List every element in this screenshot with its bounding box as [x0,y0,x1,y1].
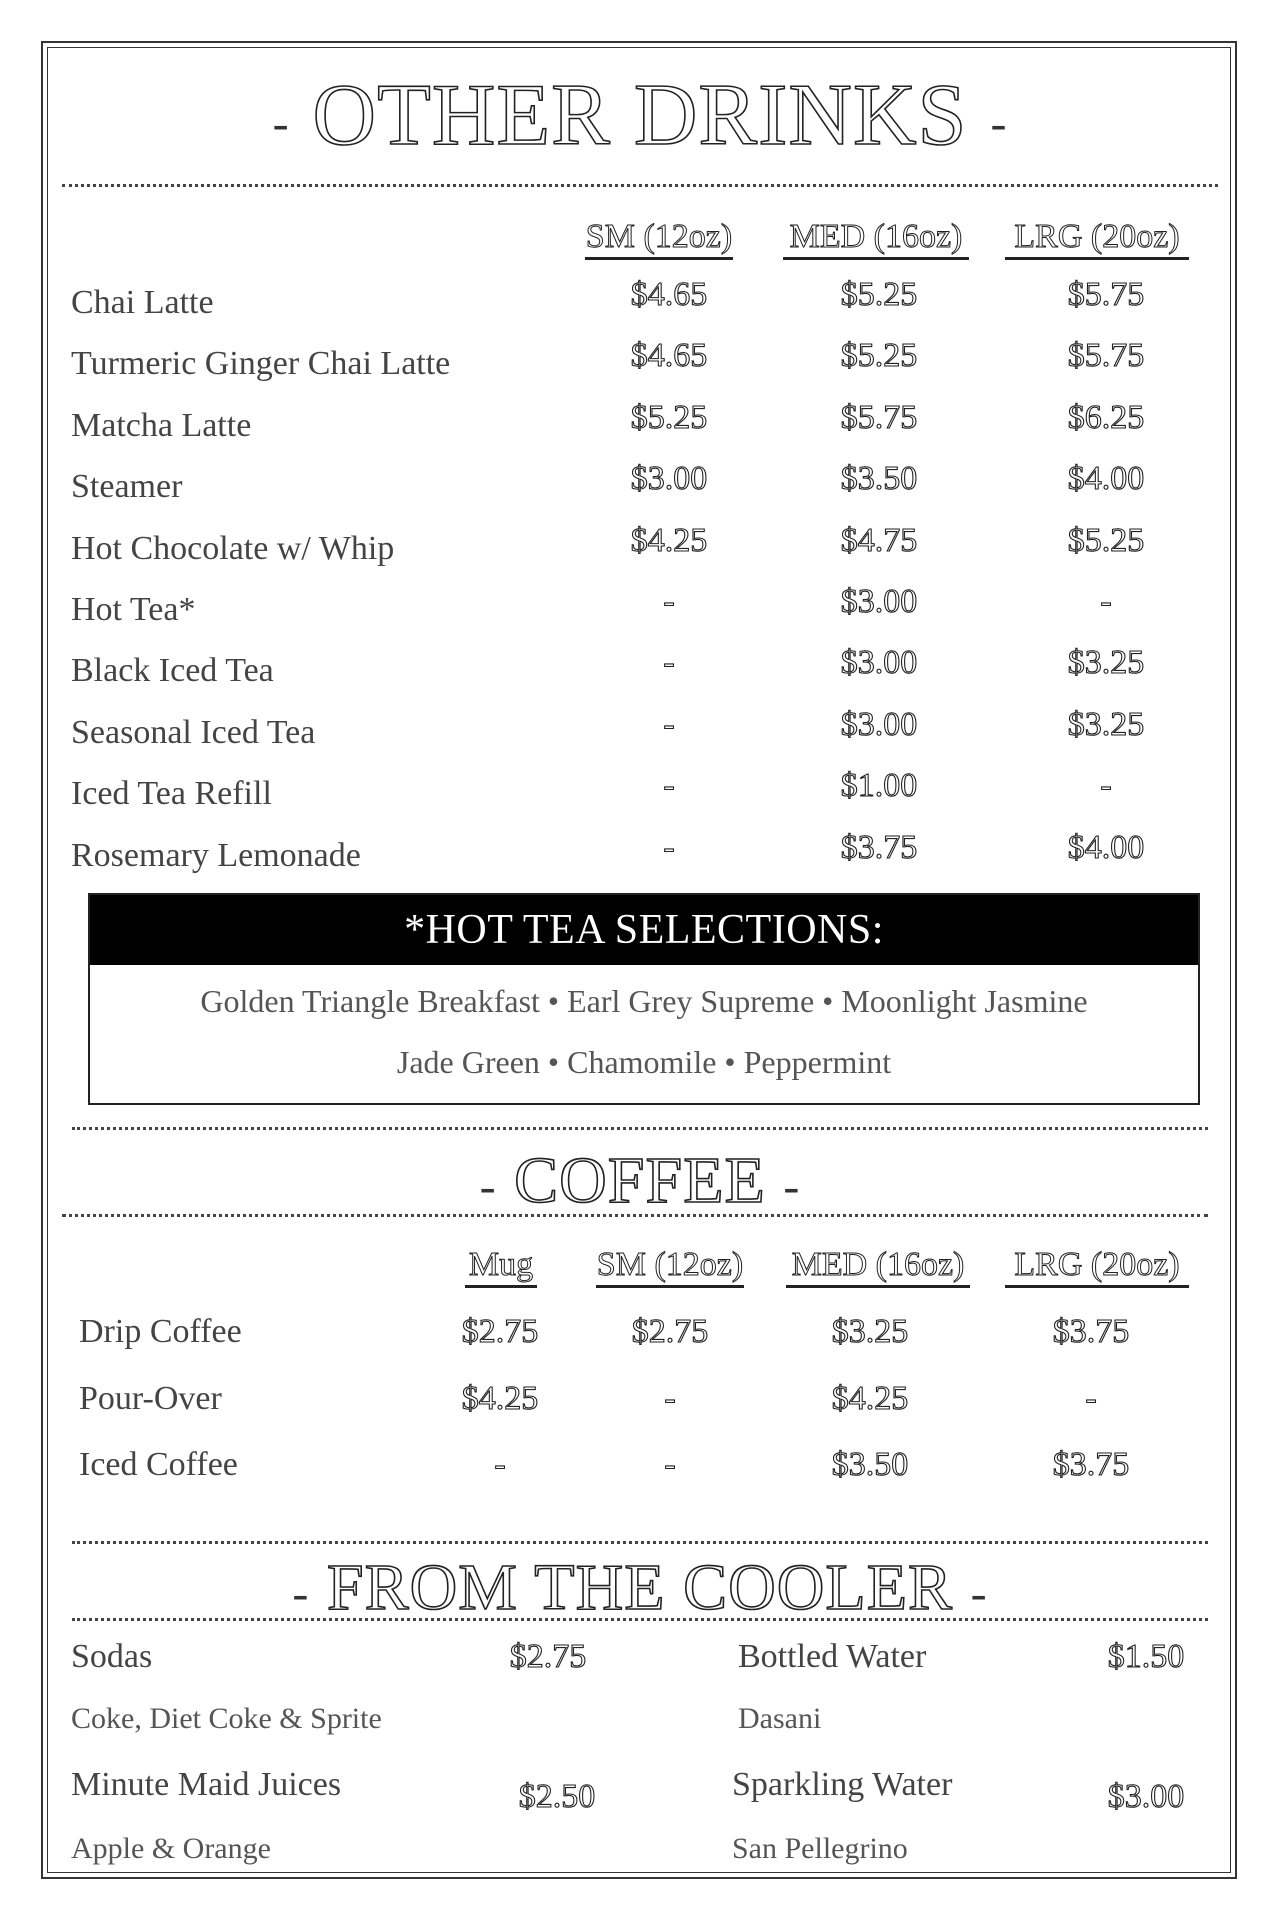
dotted-divider [72,1541,1208,1544]
col-header-med: MED (16oz) [786,1246,970,1288]
price-med: $3.50 [831,1446,909,1483]
price-med: $4.75 [840,522,918,559]
col-header-lrg: LRG (20oz) [1005,1246,1189,1288]
price-lrg: $5.25 [1067,522,1145,559]
price-med: $3.50 [840,460,918,497]
other-drinks-title-text: OTHER DRINKS [312,67,968,164]
cooler-price-sodas: $2.75 [509,1638,587,1675]
dotted-divider [62,1214,1208,1217]
menu-item-name: Iced Tea Refill [71,775,272,812]
coffee-title-text: COFFEE [514,1144,766,1217]
cooler-title [0,1551,1280,1624]
price-sm: $3.00 [630,460,708,497]
cooler-title-text: FROM THE COOLER [326,1551,954,1624]
price-med: $5.25 [840,276,918,313]
menu-item-name: Hot Chocolate w/ Whip [71,530,395,567]
cooler-price-sparkling-water: $3.00 [1107,1778,1185,1815]
col-header-med: MED (16oz) [783,218,969,260]
price-lrg: $3.25 [1067,644,1145,681]
menu-item-name: Chai Latte [71,284,214,321]
cooler-item-sodas: Sodas [71,1638,153,1675]
cooler-item-juices: Minute Maid Juices [71,1766,342,1803]
title-dash-right: - [783,1159,801,1213]
hot-tea-line-2: Jade Green • Chamomile • Peppermint [396,1044,892,1080]
price-med: $3.75 [840,829,918,866]
price-med: $4.25 [831,1380,909,1417]
price-lrg: - [1100,583,1112,620]
price-lrg: $5.75 [1067,276,1145,313]
col-header-mug: Mug [465,1246,537,1288]
price-sm: $4.65 [630,276,708,313]
price-med: $3.00 [840,583,918,620]
price-mug: $4.25 [461,1380,539,1417]
hot-tea-box [88,893,1200,1105]
cooler-price-juices: $2.50 [518,1778,596,1815]
cooler-sub-juices: Apple & Orange [71,1832,271,1865]
menu-item-name: Steamer [71,468,183,505]
price-sm: - [664,1446,676,1483]
menu-item-name: Matcha Latte [71,407,252,444]
menu-item-name: Turmeric Ginger Chai Latte [71,345,451,382]
price-sm: $4.65 [630,337,708,374]
price-lrg: $6.25 [1067,399,1145,436]
cooler-sub-sodas: Coke, Diet Coke & Sprite [71,1702,382,1735]
menu-item-name: Seasonal Iced Tea [71,714,316,751]
price-med: $3.25 [831,1313,909,1350]
price-sm: $2.75 [631,1313,709,1350]
title-dash-left: - [292,1566,310,1620]
price-lrg: $3.75 [1052,1446,1130,1483]
price-lrg: $4.00 [1067,829,1145,866]
coffee-item-name: Drip Coffee [79,1313,242,1350]
hot-tea-line-1: Golden Triangle Breakfast • Earl Grey Supreme • Moonlight Jasmine [200,983,1088,1019]
price-sm: - [663,767,675,804]
price-med: $5.75 [840,399,918,436]
cooler-price-bottled-water: $1.50 [1107,1638,1185,1675]
price-med: $3.00 [840,644,918,681]
price-lrg: - [1085,1380,1097,1417]
price-sm: - [663,829,675,866]
price-lrg: $3.25 [1067,706,1145,743]
coffee-title [0,1144,1280,1217]
price-lrg: $3.75 [1052,1313,1130,1350]
price-mug: - [494,1446,506,1483]
col-header-sm: SM (12oz) [585,218,733,260]
dotted-divider [72,1618,1208,1621]
price-sm: - [663,706,675,743]
price-sm: $4.25 [630,522,708,559]
price-lrg: - [1100,767,1112,804]
title-dash-left: - [272,96,290,150]
cooler-sub-sparkling-water: San Pellegrino [732,1832,908,1865]
cooler-sub-bottled-water: Dasani [738,1702,822,1735]
price-sm: - [664,1380,676,1417]
title-dash-right: - [970,1566,988,1620]
col-header-lrg: LRG (20oz) [1005,218,1189,260]
cooler-item-sparkling-water: Sparkling Water [732,1766,953,1803]
menu-item-name: Black Iced Tea [71,652,274,689]
price-sm: $5.25 [630,399,708,436]
price-sm: - [663,583,675,620]
price-med: $1.00 [840,767,918,804]
price-sm: - [663,644,675,681]
cooler-item-bottled-water: Bottled Water [738,1638,927,1675]
title-dash-left: - [479,1159,497,1213]
coffee-item-name: Iced Coffee [79,1446,238,1483]
coffee-item-name: Pour-Over [79,1380,222,1417]
col-header-sm: SM (12oz) [596,1246,744,1288]
menu-item-name: Hot Tea* [71,591,196,628]
price-lrg: $4.00 [1067,460,1145,497]
dotted-divider [62,184,1218,187]
other-drinks-title [0,67,1280,164]
price-med: $3.00 [840,706,918,743]
price-mug: $2.75 [461,1313,539,1350]
title-dash-right: - [990,96,1008,150]
hot-tea-heading: *HOT TEA SELECTIONS: [90,895,1198,965]
dotted-divider [72,1127,1208,1130]
price-med: $5.25 [840,337,918,374]
menu-item-name: Rosemary Lemonade [71,837,361,874]
price-lrg: $5.75 [1067,337,1145,374]
